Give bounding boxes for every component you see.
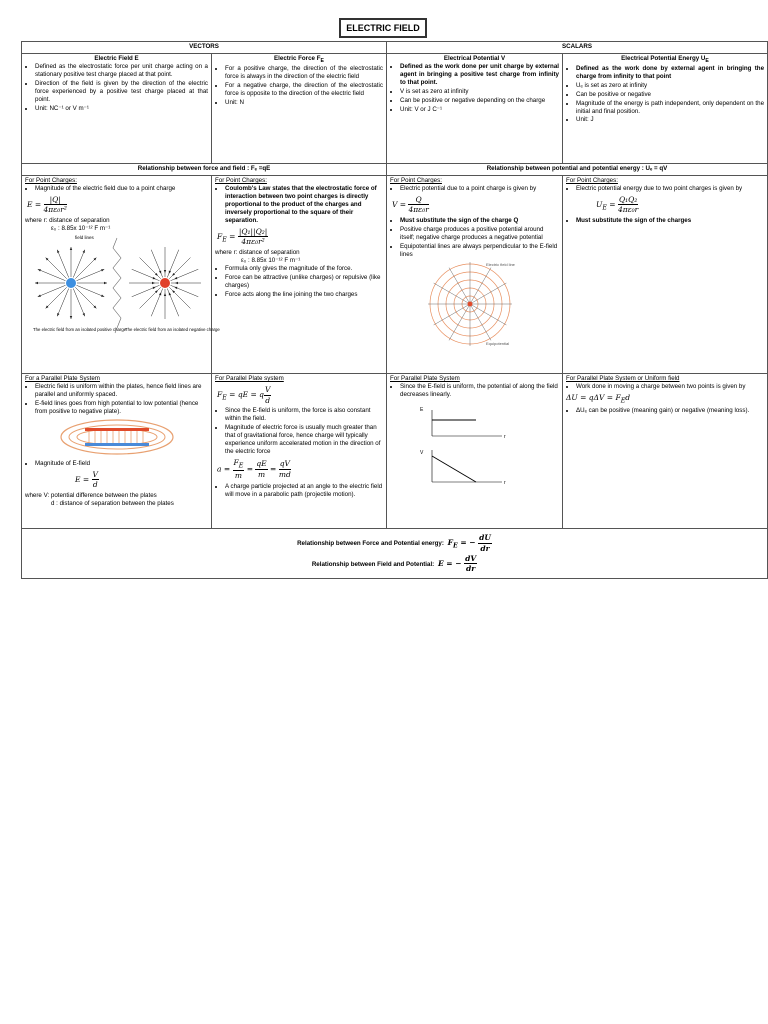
field-arrow — [83, 250, 85, 253]
field-line — [57, 250, 68, 278]
force-note-item: • Force can be attractive (unlike charges) or repulsive (like charges) — [225, 274, 383, 290]
point-efield-item: • Magnitude of the electric field due to a point charge — [35, 185, 208, 193]
plate-label: For Parallel Plate system — [215, 375, 284, 382]
field-line-label: Electric field line — [486, 261, 515, 267]
point-potential-item: • Electric potential due to a point charge is given by — [400, 185, 559, 193]
field-arrow — [83, 313, 85, 316]
point-charge-field-diagram — [25, 233, 220, 345]
point-force-cell — [212, 176, 387, 374]
force-note-item: • Formula only gives the magnitude of the force. — [225, 265, 383, 273]
field-line — [77, 285, 105, 296]
epe-heading: Electrical Potential Energy $U_E$ — [621, 55, 709, 65]
radial-field-line — [470, 304, 506, 325]
field-arrow — [101, 294, 104, 296]
eforce-def-item: • Unit: N — [225, 99, 383, 107]
r-axis-label: r — [504, 433, 506, 440]
potential-energy-relation: Relationship between potential and potential energy : Uₑ = qV — [387, 164, 768, 176]
field-arrow — [70, 316, 72, 319]
where-text: where r: distance of separation — [25, 217, 110, 225]
field-arrow — [169, 270, 171, 273]
plate-force-item: • A charge particle projected at an angle to the electric field will move in a parabolic path (projectile motion). — [225, 483, 383, 499]
equipotential-label: Equipotential — [486, 340, 510, 346]
epot-def-item: • Defined as the work done per unit charge by external agent in bringing a positive test charge from infinity to that point. — [400, 63, 559, 87]
charge-dot — [66, 278, 76, 288]
plate-efield-cell — [22, 374, 212, 529]
plate-energy-cell — [563, 374, 768, 529]
radial-field-line — [434, 304, 470, 325]
plate-force-item: • Since the E-field is uniform, the force is also constant within the field. — [225, 407, 383, 423]
vectors-header: VECTORS — [22, 42, 387, 54]
radial-field-line — [470, 283, 506, 304]
point-charge-label: For Point Charges: — [566, 177, 618, 184]
field-arrow — [175, 282, 178, 284]
epe-def-item: • Uₑ is set as zero at infinity — [576, 82, 764, 90]
field-line — [46, 287, 67, 308]
equipotential-diagram — [390, 260, 550, 348]
caption-negative: The electric field from an isolated negative charge — [125, 326, 220, 332]
v-axis-label: V — [420, 449, 424, 456]
field-potential-graphs — [390, 400, 540, 490]
scalars-header: SCALARS — [387, 42, 768, 54]
where-text: where V: potential difference between the plates — [25, 491, 157, 499]
field-line — [73, 250, 84, 278]
plate-energy-item: • ΔUₑ can be positive (meaning gain) or negative (meaning loss). — [576, 407, 764, 415]
field-arrow — [152, 282, 155, 284]
plate-efield-item: • Electric field is uniform within the plates, hence field lines are parallel and uniformly spaced. — [35, 383, 208, 399]
epot-def-item: • Unit: V or J C⁻¹ — [400, 106, 559, 114]
field-arrow — [57, 250, 59, 253]
radial-field-line — [449, 267, 470, 303]
force-note-item: • Force acts along the line joining the two charges — [225, 291, 383, 299]
point-potential-cell — [387, 176, 563, 374]
radial-field-line — [449, 304, 470, 340]
epsilon-text: ε₀ : 8.85x 10⁻¹² F m⁻¹ — [241, 256, 301, 264]
point-efield-cell — [22, 176, 220, 374]
epe-def-item: • Unit: J — [576, 116, 764, 124]
relations-footer — [22, 529, 768, 579]
caption-positive: The electric field from an isolated positive charge — [33, 326, 127, 332]
field-arrow — [38, 269, 41, 271]
epe-definition-cell — [563, 54, 768, 164]
field-arrow — [153, 287, 156, 289]
plate-label: For Parallel Plate System — [390, 375, 460, 382]
field-potential-relation: Relationship between Field and Potential: E = − $\frac{dV}{dr}$ — [311, 553, 477, 574]
epsilon-text: ε₀ : 8.85x 10⁻¹² F m⁻¹ — [51, 225, 111, 232]
field-arrow — [38, 294, 41, 296]
plate-force-cell — [212, 374, 387, 529]
efield-def-item: • Defined as the electrostatic force per unit charge acting on a stationary positive test charge placed at that point. — [35, 63, 208, 79]
epot-heading: Electrical Potential V — [443, 55, 506, 62]
negative-charge-field — [129, 247, 201, 319]
force-energy-relation: Relationship between Force and Potential energy: $F_E$ = − $\frac{dU}{dr}$ — [297, 533, 491, 553]
force-field-relation: Relationship between force and field : Fₑ =qE — [22, 164, 387, 176]
plate-force-formula: $F_E$ = qE = q $\frac{V}{d}$ — [217, 384, 271, 405]
where-text-2: d : distance of separation between the plates — [51, 499, 174, 507]
point-energy-note: • Must substitute the sign of the charges — [576, 217, 764, 225]
plate-potential-item: • Since the E-field is uniform, the potential of along the field decreases linearly. — [400, 383, 559, 399]
summary-table — [21, 41, 767, 574]
epot-def-item: • V is set as zero at infinity — [400, 88, 559, 96]
plate-efield-item: • E-field lines goes from high potential to low potential (hence from positive to negative plate). — [35, 400, 208, 416]
where-text: where r: distance of separation — [215, 248, 300, 256]
energy-point-formula: $U_E$ = $\frac{\text{Q₁Q₂}}{\text{4πε₀r}}$ — [596, 194, 639, 215]
plate-label: For a Parallel Plate System — [25, 375, 100, 382]
work-formula: $\Delta U = q\Delta V = F_Ed$ — [566, 392, 631, 405]
field-arrow — [174, 277, 177, 279]
field-arrow — [70, 247, 72, 250]
epe-def-item: • Defined as the work done by external agent in bringing the charge from infinity to that point — [576, 65, 764, 81]
efield-definition-cell — [22, 54, 212, 164]
epot-def-item: • Can be positive or negative depending on the charge — [400, 97, 559, 105]
field-line — [75, 257, 96, 278]
field-arrow — [104, 282, 107, 284]
center-charge — [468, 301, 473, 306]
field-line — [38, 269, 66, 280]
point-energy-item: • Electric potential energy due to two point charges is given by — [576, 185, 764, 193]
plate-energy-item: • Work done in moving a charge between two points is given by — [576, 383, 764, 391]
field-lines-label: field lines — [75, 234, 94, 240]
e-axis-label: E — [420, 406, 424, 413]
potential-note-item: • Equipotential lines are always perpendicular to the E-field lines — [400, 243, 559, 259]
field-line — [57, 288, 68, 316]
eforce-def-item: • For a positive charge, the direction of the electrostatic force is always in the direction of the electric field — [225, 65, 383, 81]
uniform-field-formula: E = $\frac{V}{d}$ — [75, 469, 98, 490]
potential-point-formula: V = $\frac{Q}{\text{4πε₀r}}$ — [392, 194, 429, 215]
field-line — [75, 287, 96, 308]
page-title: ELECTRIC FIELD — [339, 18, 427, 38]
r-axis-label: r — [504, 479, 506, 486]
point-energy-cell — [563, 176, 768, 374]
epe-def-item: • Can be positive or negative — [576, 91, 764, 99]
potential-note-item: • Positive charge produces a positive potential around itself; negative charge produces a negative potential — [400, 226, 559, 242]
radial-field-line — [434, 283, 470, 304]
field-arrow — [164, 270, 166, 273]
field-arrow — [35, 282, 38, 284]
efield-def-item: • Unit: NC⁻¹ or V m⁻¹ — [35, 105, 208, 113]
coulomb-formula: $F_E$ = $\frac{\text{|Q₁||Q₂|}}{\text{4πε₀r²}}$ — [217, 226, 268, 247]
field-arrow — [57, 313, 59, 316]
plate-label: For Parallel Plate System or Uniform field — [566, 375, 680, 382]
plate-potential-cell — [387, 374, 563, 529]
potential-note-item: • Must substitute the sign of the charge Q — [400, 217, 559, 225]
efield-def-item: • Direction of the field is given by the direction of the electric force experienced by a positive test charge placed at that point. — [35, 80, 208, 104]
coulomb-law-item: • Coulomb's Law states that the electrostatic force of interaction between two point charges is directly proportional to the product of the charges and inversely proportional to the square of their separation. — [225, 185, 383, 225]
plate-mag-item: • Magnitude of E-field — [35, 460, 208, 468]
field-arrow — [164, 293, 166, 296]
point-charge-label: For Point Charges: — [215, 177, 267, 184]
field-line — [77, 269, 105, 280]
radial-field-line — [470, 304, 491, 340]
epe-def-item: • Magnitude of the energy is path independent, only dependent on the initial and final position. — [576, 100, 764, 116]
acceleration-formula: a = $\frac{F_E}{m}$ = $\frac{qE}{m}$ = $\frac{qV}{md}$ — [217, 457, 291, 481]
field-arrow — [169, 292, 171, 295]
efield-point-formula: E = $\frac{|Q|}{\text{4πε₀r²}}$ — [27, 194, 67, 215]
efield-heading: Electric Field E — [94, 55, 139, 62]
field-line — [38, 285, 66, 296]
eforce-heading: Electric Force $F_E$ — [274, 55, 324, 65]
field-line — [73, 288, 84, 316]
field-arrow — [174, 287, 177, 289]
epot-definition-cell — [387, 54, 563, 164]
equipotential-rings — [428, 262, 512, 346]
field-arrow — [159, 292, 161, 295]
point-charge-label: For Point Charges: — [25, 177, 77, 184]
radial-field-line — [470, 267, 491, 303]
field-arrow — [101, 269, 104, 271]
positive-charge-field — [35, 247, 107, 319]
field-arrow — [153, 277, 156, 279]
charge-dot — [160, 278, 170, 288]
parallel-plate-diagram — [25, 417, 209, 457]
divider-zigzag — [113, 238, 121, 333]
eforce-definition-cell — [212, 54, 387, 164]
eforce-def-item: • For a negative charge, the direction of the electrostatic force is opposite to the direction of the electric field — [225, 82, 383, 98]
field-line — [46, 257, 67, 278]
point-charge-label: For Point Charges: — [390, 177, 442, 184]
field-arrow — [159, 270, 161, 273]
v-graph-line — [432, 456, 476, 482]
plate-force-item: • Magnitude of electric force is usually much greater than that of gravitational force, hence charge will typically experience uniform accelerated motion in the direction of the electric force — [225, 424, 383, 456]
